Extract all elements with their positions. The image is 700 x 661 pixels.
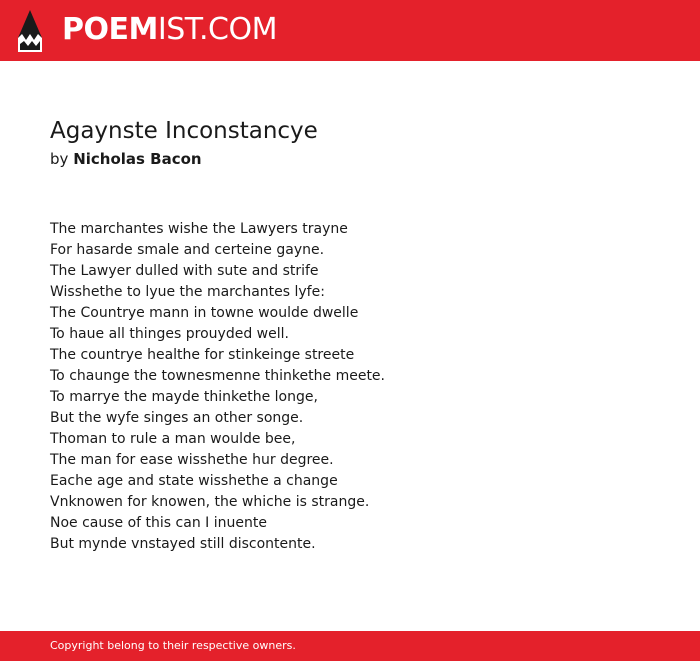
logo-bold-text: POEM: [62, 12, 158, 47]
poem-line: The Lawyer dulled with sute and strife: [50, 263, 319, 279]
poem-line: To marrye the mayde thinkethe longe,: [50, 389, 318, 405]
poem-body: [50, 219, 670, 555]
pencil-logo-icon[interactable]: [18, 10, 42, 52]
poem-line: To chaunge the townesmenne thinkethe meete.: [50, 368, 385, 384]
poem-line: Noe cause of this can I inuente: [50, 515, 267, 531]
poem-line: The man for ease wisshethe hur degree.: [50, 452, 334, 468]
poem-line: But the wyfe singes an other songe.: [50, 410, 304, 426]
logo-light-text: IST.COM: [157, 12, 277, 47]
byline: [50, 148, 202, 170]
poem-line: The Countrye mann in towne woulde dwelle: [50, 305, 359, 321]
site-header: [0, 0, 700, 61]
by-label: by: [50, 150, 69, 168]
poem-line: Eache age and state wisshethe a change: [50, 473, 338, 489]
poem-line: The countrye healthe for stinkeinge streete: [50, 347, 355, 363]
poem-line: Wisshethe to lyue the marchantes lyfe:: [50, 284, 325, 300]
copyright-text: Copyright belong to their respective owners.: [50, 639, 296, 652]
poem-line: Vnknowen for knowen, the whiche is strange.: [50, 494, 370, 510]
poem-line: Thoman to rule a man woulde bee,: [50, 431, 296, 447]
poem-line: The marchantes wishe the Lawyers trayne: [50, 221, 348, 237]
poem-line: For hasarde smale and certeine gayne.: [50, 242, 325, 258]
site-logo[interactable]: [62, 11, 277, 49]
poem-line: But mynde vnstayed still discontente.: [50, 536, 316, 552]
poem-line: To haue all thinges prouyded well.: [50, 326, 289, 342]
site-footer: [0, 631, 700, 661]
poem-title: Agaynste Inconstancye: [50, 118, 318, 144]
author-name: Nicholas Bacon: [73, 150, 202, 168]
